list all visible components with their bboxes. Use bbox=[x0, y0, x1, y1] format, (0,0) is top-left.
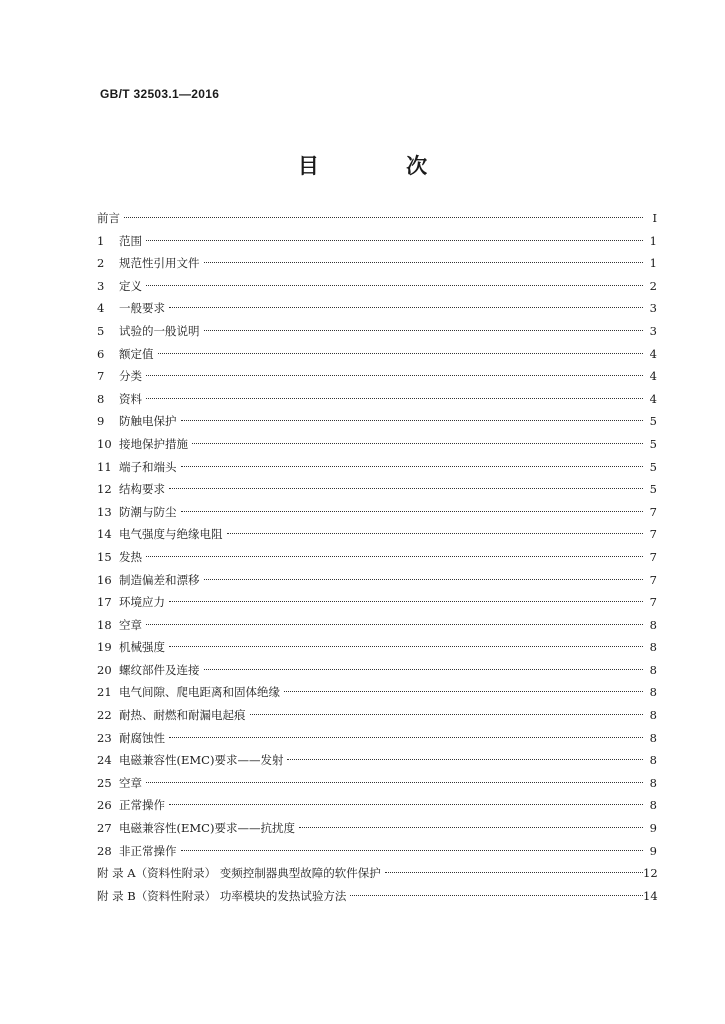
dot-leader bbox=[250, 714, 644, 715]
dot-leader bbox=[181, 466, 644, 467]
toc-entry-number: 1 bbox=[97, 233, 105, 248]
dot-leader bbox=[146, 782, 643, 783]
toc-entry-number: 23 bbox=[97, 730, 112, 745]
toc-entry-page: 8 bbox=[649, 662, 657, 677]
toc-entry bbox=[97, 817, 657, 840]
dot-leader bbox=[169, 646, 643, 647]
toc-entry-label: 螺纹部件及连接 bbox=[119, 662, 200, 677]
toc-entry-label: 额定值 bbox=[119, 346, 154, 361]
toc-entry-page: 3 bbox=[649, 323, 657, 338]
toc-entry-label: 耐腐蚀性 bbox=[119, 730, 165, 745]
toc-entry-label: 附 录 A（资料性附录） 变频控制器典型故障的软件保护 bbox=[97, 866, 381, 881]
dot-leader bbox=[124, 217, 643, 218]
toc-entry-page: 8 bbox=[649, 798, 657, 813]
toc-entry-page: 12 bbox=[643, 866, 658, 881]
toc-entry-number: 28 bbox=[97, 843, 112, 858]
toc-entry-number: 3 bbox=[97, 278, 105, 293]
dot-leader bbox=[287, 759, 643, 760]
toc-entry-page: 9 bbox=[649, 821, 657, 836]
toc-entry-label: 制造偏差和漂移 bbox=[119, 572, 200, 587]
toc-entry bbox=[97, 207, 657, 230]
toc-entry-page: 4 bbox=[649, 346, 657, 361]
toc-entry-label: 电磁兼容性(EMC)要求——发射 bbox=[119, 753, 284, 768]
toc-entry-page: 3 bbox=[649, 301, 657, 316]
toc-entry-number: 22 bbox=[97, 708, 112, 723]
toc-entry-number: 25 bbox=[97, 775, 112, 790]
toc-entry-label: 机械强度 bbox=[119, 640, 165, 655]
toc-entry-page: 8 bbox=[649, 685, 657, 700]
toc-entry-label: 正常操作 bbox=[119, 798, 165, 813]
toc-entry bbox=[97, 862, 657, 885]
toc-entry-page: 14 bbox=[643, 888, 658, 903]
dot-leader bbox=[158, 353, 644, 354]
toc-entry-number: 11 bbox=[97, 459, 112, 474]
toc-entry bbox=[97, 546, 657, 569]
dot-leader bbox=[169, 804, 643, 805]
dot-leader bbox=[181, 420, 644, 421]
toc-entry-number: 10 bbox=[97, 436, 112, 451]
dot-leader bbox=[169, 488, 643, 489]
toc-entry bbox=[97, 433, 657, 456]
toc-entry bbox=[97, 681, 657, 704]
dot-leader bbox=[204, 330, 644, 331]
toc-entry-number: 21 bbox=[97, 685, 112, 700]
dot-leader bbox=[169, 307, 643, 308]
toc-entry bbox=[97, 614, 657, 637]
toc-entry-page: 7 bbox=[649, 595, 657, 610]
toc-entry-label: 定义 bbox=[119, 278, 142, 293]
toc-entry-number: 2 bbox=[97, 256, 105, 271]
dot-leader bbox=[146, 624, 643, 625]
toc-entry-page: 8 bbox=[649, 775, 657, 790]
toc-entry-page: 7 bbox=[649, 572, 657, 587]
table-of-contents bbox=[97, 207, 657, 907]
toc-entry-number: 12 bbox=[97, 482, 112, 497]
toc-entry-number: 19 bbox=[97, 640, 112, 655]
dot-leader bbox=[204, 669, 644, 670]
toc-entry-label: 前言 bbox=[97, 211, 120, 225]
dot-leader bbox=[227, 533, 644, 534]
toc-entry-number: 17 bbox=[97, 595, 112, 610]
toc-entry-number: 8 bbox=[97, 391, 105, 406]
toc-entry bbox=[97, 794, 657, 817]
dot-leader bbox=[169, 737, 643, 738]
dot-leader bbox=[181, 511, 644, 512]
toc-entry-number: 24 bbox=[97, 753, 112, 768]
toc-entry-label: 范围 bbox=[119, 233, 142, 248]
dot-leader bbox=[192, 443, 643, 444]
toc-entry bbox=[97, 320, 657, 343]
toc-entry-page: 1 bbox=[649, 256, 657, 271]
dot-leader bbox=[385, 872, 643, 873]
toc-entry-number: 5 bbox=[97, 323, 105, 338]
toc-entry-number: 18 bbox=[97, 617, 112, 632]
toc-entry bbox=[97, 523, 657, 546]
toc-entry-label: 耐热、耐燃和耐漏电起痕 bbox=[119, 708, 246, 723]
toc-entry bbox=[97, 569, 657, 592]
toc-entry-label: 电气间隙、爬电距离和固体绝缘 bbox=[119, 685, 280, 700]
toc-entry bbox=[97, 275, 657, 298]
toc-entry-label: 发热 bbox=[119, 549, 142, 564]
toc-entry-label: 试验的一般说明 bbox=[119, 323, 200, 338]
dot-leader bbox=[146, 375, 643, 376]
dot-leader bbox=[204, 262, 644, 263]
toc-entry-page: 7 bbox=[649, 549, 657, 564]
toc-entry bbox=[97, 230, 657, 253]
toc-entry bbox=[97, 840, 657, 863]
toc-entry-number: 16 bbox=[97, 572, 112, 587]
toc-entry-number: 27 bbox=[97, 821, 112, 836]
toc-entry-page: 5 bbox=[649, 414, 657, 429]
toc-entry bbox=[97, 501, 657, 524]
toc-entry-number: 13 bbox=[97, 504, 112, 519]
toc-entry-number: 9 bbox=[97, 414, 105, 429]
toc-entry bbox=[97, 704, 657, 727]
toc-entry-page: 8 bbox=[649, 730, 657, 745]
toc-entry-label: 一般要求 bbox=[119, 301, 165, 316]
standard-code: GB/T 32503.1—2016 bbox=[100, 87, 220, 101]
toc-entry-number: 4 bbox=[97, 301, 105, 316]
toc-entry-page: 7 bbox=[649, 527, 657, 542]
toc-entry-page: 4 bbox=[649, 391, 657, 406]
toc-entry bbox=[97, 388, 657, 411]
dot-leader bbox=[284, 691, 643, 692]
dot-leader bbox=[350, 895, 643, 896]
toc-entry bbox=[97, 591, 657, 614]
toc-entry-label: 资料 bbox=[119, 391, 142, 406]
dot-leader bbox=[146, 556, 643, 557]
toc-entry-label: 分类 bbox=[119, 369, 142, 384]
toc-entry-number: 20 bbox=[97, 662, 112, 677]
toc-entry-number: 6 bbox=[97, 346, 105, 361]
toc-entry bbox=[97, 365, 657, 388]
dot-leader bbox=[299, 827, 643, 828]
toc-entry-label: 空章 bbox=[119, 775, 142, 790]
toc-entry-label: 结构要求 bbox=[119, 482, 165, 497]
toc-entry bbox=[97, 252, 657, 275]
dot-leader bbox=[204, 579, 644, 580]
toc-entry-label: 环境应力 bbox=[119, 595, 165, 610]
toc-entry-page: 5 bbox=[649, 482, 657, 497]
toc-entry-label: 防潮与防尘 bbox=[119, 504, 177, 519]
toc-entry-page: I bbox=[652, 211, 657, 225]
toc-entry-label: 防触电保护 bbox=[119, 414, 177, 429]
toc-entry bbox=[97, 659, 657, 682]
toc-entry-label: 电气强度与绝缘电阻 bbox=[119, 527, 223, 542]
toc-entry-number: 26 bbox=[97, 798, 112, 813]
toc-entry-label: 非正常操作 bbox=[119, 843, 177, 858]
toc-entry bbox=[97, 727, 657, 750]
toc-entry-page: 8 bbox=[649, 708, 657, 723]
toc-entry-label: 规范性引用文件 bbox=[119, 256, 200, 271]
toc-title: 目 次 bbox=[297, 153, 468, 178]
toc-entry-label: 端子和端头 bbox=[119, 459, 177, 474]
dot-leader bbox=[169, 601, 643, 602]
toc-entry-number: 15 bbox=[97, 549, 112, 564]
toc-entry-number: 14 bbox=[97, 527, 112, 542]
dot-leader bbox=[146, 398, 643, 399]
toc-entry-page: 9 bbox=[649, 843, 657, 858]
toc-entry bbox=[97, 343, 657, 366]
toc-entry bbox=[97, 297, 657, 320]
toc-entry bbox=[97, 456, 657, 479]
toc-entry-page: 7 bbox=[649, 504, 657, 519]
toc-entry bbox=[97, 478, 657, 501]
toc-entry bbox=[97, 749, 657, 772]
toc-entry bbox=[97, 636, 657, 659]
toc-entry-page: 5 bbox=[649, 436, 657, 451]
toc-entry-label: 空章 bbox=[119, 617, 142, 632]
toc-entry-label: 电磁兼容性(EMC)要求——抗扰度 bbox=[119, 821, 295, 836]
toc-entry-page: 5 bbox=[649, 459, 657, 474]
toc-entry-label: 接地保护措施 bbox=[119, 436, 188, 451]
dot-leader bbox=[181, 850, 644, 851]
toc-entry bbox=[97, 772, 657, 795]
toc-entry bbox=[97, 410, 657, 433]
toc-entry-page: 8 bbox=[649, 617, 657, 632]
toc-entry-number: 7 bbox=[97, 369, 105, 384]
toc-entry-page: 1 bbox=[649, 233, 657, 248]
dot-leader bbox=[146, 240, 643, 241]
toc-entry-page: 4 bbox=[649, 369, 657, 384]
dot-leader bbox=[146, 285, 643, 286]
toc-entry-page: 8 bbox=[649, 640, 657, 655]
toc-entry-page: 2 bbox=[649, 278, 657, 293]
toc-entry bbox=[97, 885, 657, 908]
toc-entry-label: 附 录 B（资料性附录） 功率模块的发热试验方法 bbox=[97, 888, 347, 903]
toc-entry-page: 8 bbox=[649, 753, 657, 768]
